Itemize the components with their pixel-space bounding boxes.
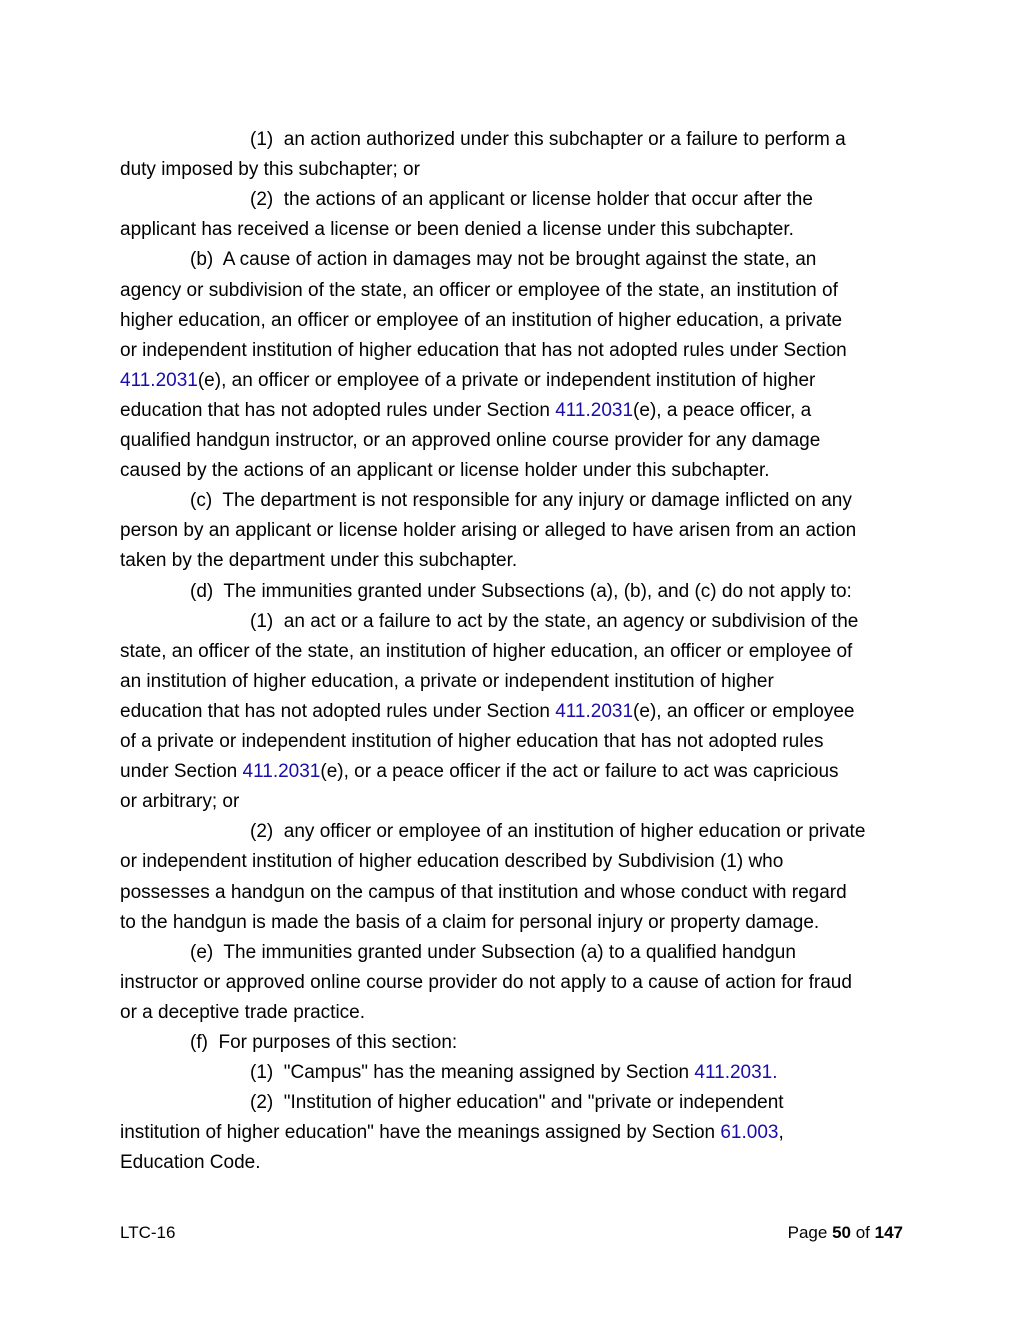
text-segment: (e), or a peace officer if the act or failure to act was capricious xyxy=(320,761,839,783)
footer-page-number xyxy=(788,1221,903,1245)
text-line xyxy=(250,817,865,847)
text-segment: agency or subdivision of the state, an officer or employee of the state, an institution of xyxy=(120,279,838,301)
text-line xyxy=(250,185,813,215)
section-link[interactable]: 411.2031 xyxy=(555,700,634,722)
text-line xyxy=(120,396,811,426)
text-line xyxy=(120,155,420,185)
text-line xyxy=(120,516,856,546)
text-segment: person by an applicant or license holder arising or alleged to have arisen from an action xyxy=(120,520,857,542)
text-segment: qualified handgun instructor, or an approved online course provider for any damage xyxy=(120,430,821,451)
text-line xyxy=(120,1118,784,1148)
text-line xyxy=(120,215,794,245)
text-segment: to the handgun is made the basis of a claim for personal injury or property damage. xyxy=(120,911,820,933)
text-segment: (1) an action authorized under this subchapter or a failure to perform a xyxy=(250,129,846,150)
section-link[interactable]: 411.2031 xyxy=(242,761,321,783)
text-segment: or arbitrary; or xyxy=(120,791,240,813)
section-link[interactable]: 61.003 xyxy=(720,1122,779,1144)
text-line xyxy=(120,908,819,938)
text-line xyxy=(120,697,854,727)
text-line xyxy=(250,1058,778,1088)
text-line xyxy=(120,276,838,306)
text-line xyxy=(120,426,820,456)
footer-doc-id: LTC-16 xyxy=(120,1223,176,1242)
text-segment: under Section xyxy=(120,761,243,783)
text-line xyxy=(120,336,847,366)
text-segment: instructor or approved online course provider do not apply to a cause of action for fraud xyxy=(120,971,852,993)
text-segment: (e), a peace officer, a xyxy=(633,399,812,421)
text-line xyxy=(120,456,770,486)
text-line xyxy=(190,938,796,968)
text-line xyxy=(120,366,815,396)
text-segment: (1) an act or a failure to act by the state, an agency or subdivision of the xyxy=(250,610,859,632)
page-prefix: Page xyxy=(787,1223,833,1242)
text-segment: or independent institution of higher education described by Subdivision (1) who xyxy=(120,851,784,873)
text-segment: (e), an officer or employee of a private or independent institution of higher xyxy=(197,369,816,391)
section-link[interactable]: 411.2031 xyxy=(555,399,634,421)
text-line xyxy=(120,787,239,817)
text-segment: education that has not adopted rules under Section xyxy=(120,399,556,421)
text-segment: education that has not adopted rules under Section xyxy=(120,700,556,722)
text-line xyxy=(190,245,816,275)
text-line xyxy=(120,546,517,576)
text-line xyxy=(120,306,842,336)
text-line xyxy=(120,667,774,697)
text-segment: or independent institution of higher education that has not adopted rules under Section xyxy=(120,339,847,361)
text-segment: (1) "Campus" has the meaning assigned by Section xyxy=(250,1062,695,1084)
text-line xyxy=(120,757,839,787)
text-segment: (b) A cause of action in damages may not be brought against the state, an xyxy=(190,249,817,271)
text-segment: state, an officer of the state, an institution of higher education, an officer or employee of xyxy=(120,640,853,662)
page-total: 147 xyxy=(874,1223,903,1242)
text-line xyxy=(190,486,852,516)
text-segment: applicant has received a license or been denied a license under this subchapter. xyxy=(120,219,794,241)
text-segment: or a deceptive trade practice. xyxy=(120,1001,366,1023)
text-segment: taken by the department under this subchapter. xyxy=(120,550,518,572)
text-segment: (2) the actions of an applicant or license holder that occur after the xyxy=(250,189,813,211)
text-segment: (e), an officer or employee xyxy=(633,700,855,722)
text-segment: an institution of higher education, a private or independent institution of higher xyxy=(120,670,774,692)
text-line xyxy=(120,1148,261,1178)
page-current: 50 xyxy=(832,1223,851,1242)
text-segment: (2) "Institution of higher education" and "private or independent xyxy=(250,1092,784,1114)
page-of: of xyxy=(851,1223,875,1242)
text-line xyxy=(120,727,824,757)
text-segment: (2) any officer or employee of an institution of higher education or private xyxy=(250,821,866,843)
text-line xyxy=(120,847,783,877)
text-segment: institution of higher education" have the meanings assigned by Section xyxy=(120,1122,721,1144)
text-segment: (c) The department is not responsible for any injury or damage inflicted on any xyxy=(190,490,852,512)
text-line xyxy=(250,607,858,637)
text-segment: (d) The immunities granted under Subsections (a), (b), and (c) do not apply to: xyxy=(190,580,852,602)
text-segment: possesses a handgun on the campus of that institution and whose conduct with regard xyxy=(120,881,847,903)
text-line xyxy=(190,1028,457,1058)
section-link[interactable]: 411.2031 xyxy=(120,369,198,391)
text-line xyxy=(250,1088,784,1118)
text-line xyxy=(120,998,365,1028)
text-line xyxy=(120,878,847,908)
text-segment: higher education, an officer or employee of an institution of higher education, a private xyxy=(120,309,843,331)
text-line xyxy=(190,577,852,607)
text-segment: of a private or independent institution of higher education that has not adopted rules xyxy=(120,731,824,752)
text-line xyxy=(250,125,846,155)
text-segment: , xyxy=(778,1122,784,1144)
text-segment: (f) For purposes of this section: xyxy=(190,1032,458,1053)
text-segment: (e) The immunities granted under Subsection (a) to a qualified handgun xyxy=(190,941,796,963)
text-line xyxy=(120,968,852,998)
text-segment: duty imposed by this subchapter; or xyxy=(120,159,420,181)
text-segment: Education Code. xyxy=(120,1152,261,1174)
text-line xyxy=(120,637,852,667)
section-link[interactable]: 411.2031. xyxy=(694,1062,778,1084)
text-segment: caused by the actions of an applicant or license holder under this subchapter. xyxy=(120,460,770,482)
